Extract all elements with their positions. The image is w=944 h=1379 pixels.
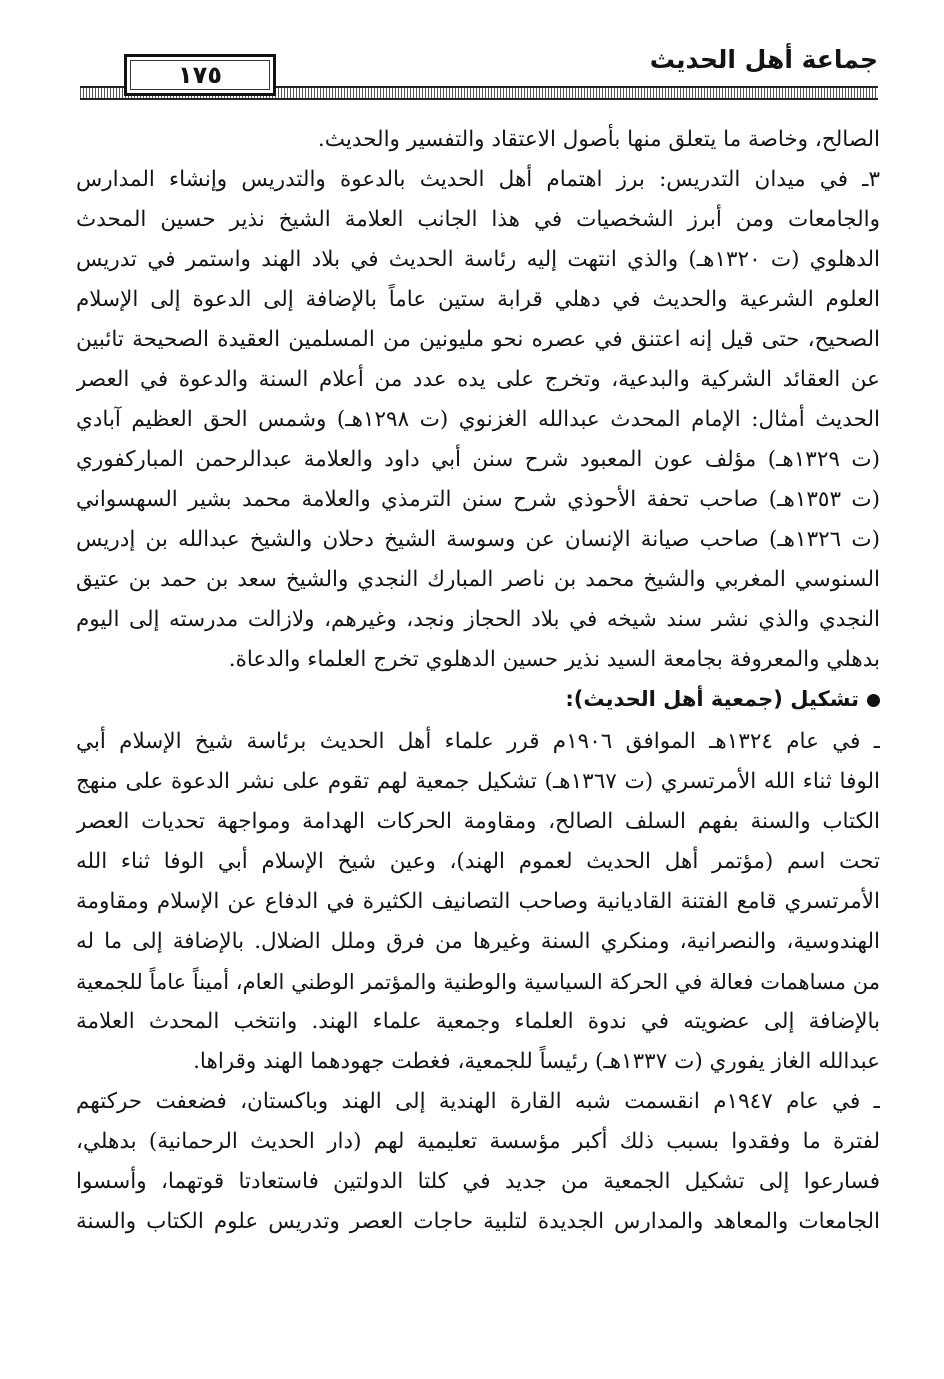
text-line: الوفا ثناء الله الأمرتسري (ت ١٣٦٧هـ) تشكيل جمعية لهم تقوم على نشر الدعوة على منهج [76, 769, 880, 794]
text-line: الكتاب والسنة بفهم السلف الصالح، ومقاومة الحركات الهدامة ومواجهة تحديات العصر [76, 809, 880, 834]
paragraph-teaching [76, 160, 880, 680]
text-line: من مساهمات فعالة في الحركة السياسية والوطنية والمؤتمر الوطني العام، أميناً عاماً للجمعية [76, 970, 880, 994]
paragraph-continuation [76, 120, 880, 160]
paragraph-partition [76, 1082, 880, 1242]
text-line: العلوم الشرعية والحديث في دهلي قرابة ستين عاماً بالإضافة إلى الدعوة إلى الإسلام [76, 287, 880, 312]
text-line: (ت ١٣٢٦هـ) صاحب صيانة الإنسان عن وسوسة الشيخ دحلان والشيخ عبدالله بن إدريس [76, 527, 880, 552]
text-line: ٣ـ في ميدان التدريس: برز اهتمام أهل الحديث بالدعوة والتدريس وإنشاء المدارس [76, 167, 880, 192]
text-line: (ت ١٣٥٣هـ) صاحب تحفة الأحوذي شرح سنن الترمذي والعلامة محمد بشير السهسواني [76, 487, 880, 512]
text-line: الصحيح، حتى قيل إنه اعتنق في عصره نحو مليونين من المسلمين العقيدة الصحيحة تائبين [76, 327, 880, 352]
text-line: والجامعات ومن أبرز الشخصيات في هذا الجانب العلامة الشيخ نذير حسين المحدث [76, 207, 880, 232]
text-line: النجدي والذي نشر سند شيخه في بلاد الحجاز ونجد، وغيرهم، ولازالت مدرسته إلى اليوم [76, 607, 880, 632]
text-line: عبدالله الغاز يفوري (ت ١٣٣٧هـ) رئيساً للجمعية، فغطت جهودهما الهند وقراها. [193, 1049, 880, 1074]
text-line: الحديث أمثال: الإمام المحدث عبدالله الغزنوي (ت ١٢٩٨هـ) وشمس الحق العظيم آبادي [76, 407, 880, 432]
text-line: عن العقائد الشركية والبدعية، وتخرج على يده عدد من أعلام السنة والدعوة في العصر [76, 367, 880, 392]
text-line: (ت ١٣٢٩هـ) مؤلف عون المعبود شرح سنن أبي داود والعلامة عبدالرحمن المباركفوري [76, 447, 880, 472]
text-line: السنوسي المغربي والشيخ محمد بن ناصر المبارك النجدي والشيخ سعد بن حمد بن عتيق [76, 567, 880, 592]
header-title: جماعة أهل الحديث [649, 45, 878, 74]
text-line: الجامعات والمعاهد والمدارس الجديدة لتلبية حاجات العصر وتدريس علوم الكتاب والسنة [76, 1209, 880, 1234]
running-header [80, 40, 878, 98]
text-line: تحت اسم (مؤتمر أهل الحديث لعموم الهند)، وعين شيخ الإسلام أبي الوفا ثناء الله [76, 849, 880, 874]
page-number: ١٧٥ [178, 61, 222, 89]
bullet-icon [867, 694, 880, 707]
section-heading [76, 680, 880, 718]
text-line: فسارعوا إلى تشكيل الجمعية من جديد في كلتا الدولتين فاستعادتا قوتهما، وأسسوا [76, 1169, 880, 1194]
text-line: الهندوسية، والنصرانية، ومنكري السنة وغيرها من فرق وملل الضلال. بالإضافة إلى ما له [76, 929, 880, 954]
text-line: الدهلوي (ت ١٣٢٠هـ) والذي انتهت إليه رئاسة الحديث في بلاد الهند واستمر في تدريس [76, 247, 880, 272]
text-line: الصالح، وخاصة ما يتعلق منها بأصول الاعتقاد والتفسير والحديث. [317, 127, 880, 152]
text-line: ـ في عام ١٩٤٧م انقسمت شبه القارة الهندية إلى الهند وباكستان، فضعفت حركتهم [76, 1089, 880, 1114]
text-line: بدهلي والمعروفة بجامعة السيد نذير حسين الدهلوي تخرج العلماء والدعاة. [228, 647, 880, 672]
section-heading-text: تشكيل (جمعية أهل الحديث): [565, 687, 859, 711]
page-body [76, 120, 880, 1242]
text-line: لفترة ما وفقدوا بسبب ذلك أكبر مؤسسة تعليمية لهم (دار الحديث الرحمانية) بدهلي، [76, 1129, 880, 1154]
text-line: ـ في عام ١٣٢٤هـ الموافق ١٩٠٦م قرر علماء أهل الحديث برئاسة شيخ الإسلام أبي [76, 729, 880, 754]
text-line: الأمرتسري قامع الفتنة القاديانية وصاحب التصانيف الكثيرة في الدفاع عن الإسلام ومقاومة [76, 889, 880, 914]
paragraph-formation [76, 722, 880, 1082]
page-number-box [124, 54, 276, 96]
text-line: بالإضافة إلى عضويته في ندوة العلماء وجمعية علماء الهند. وانتخب المحدث العلامة [76, 1009, 880, 1034]
